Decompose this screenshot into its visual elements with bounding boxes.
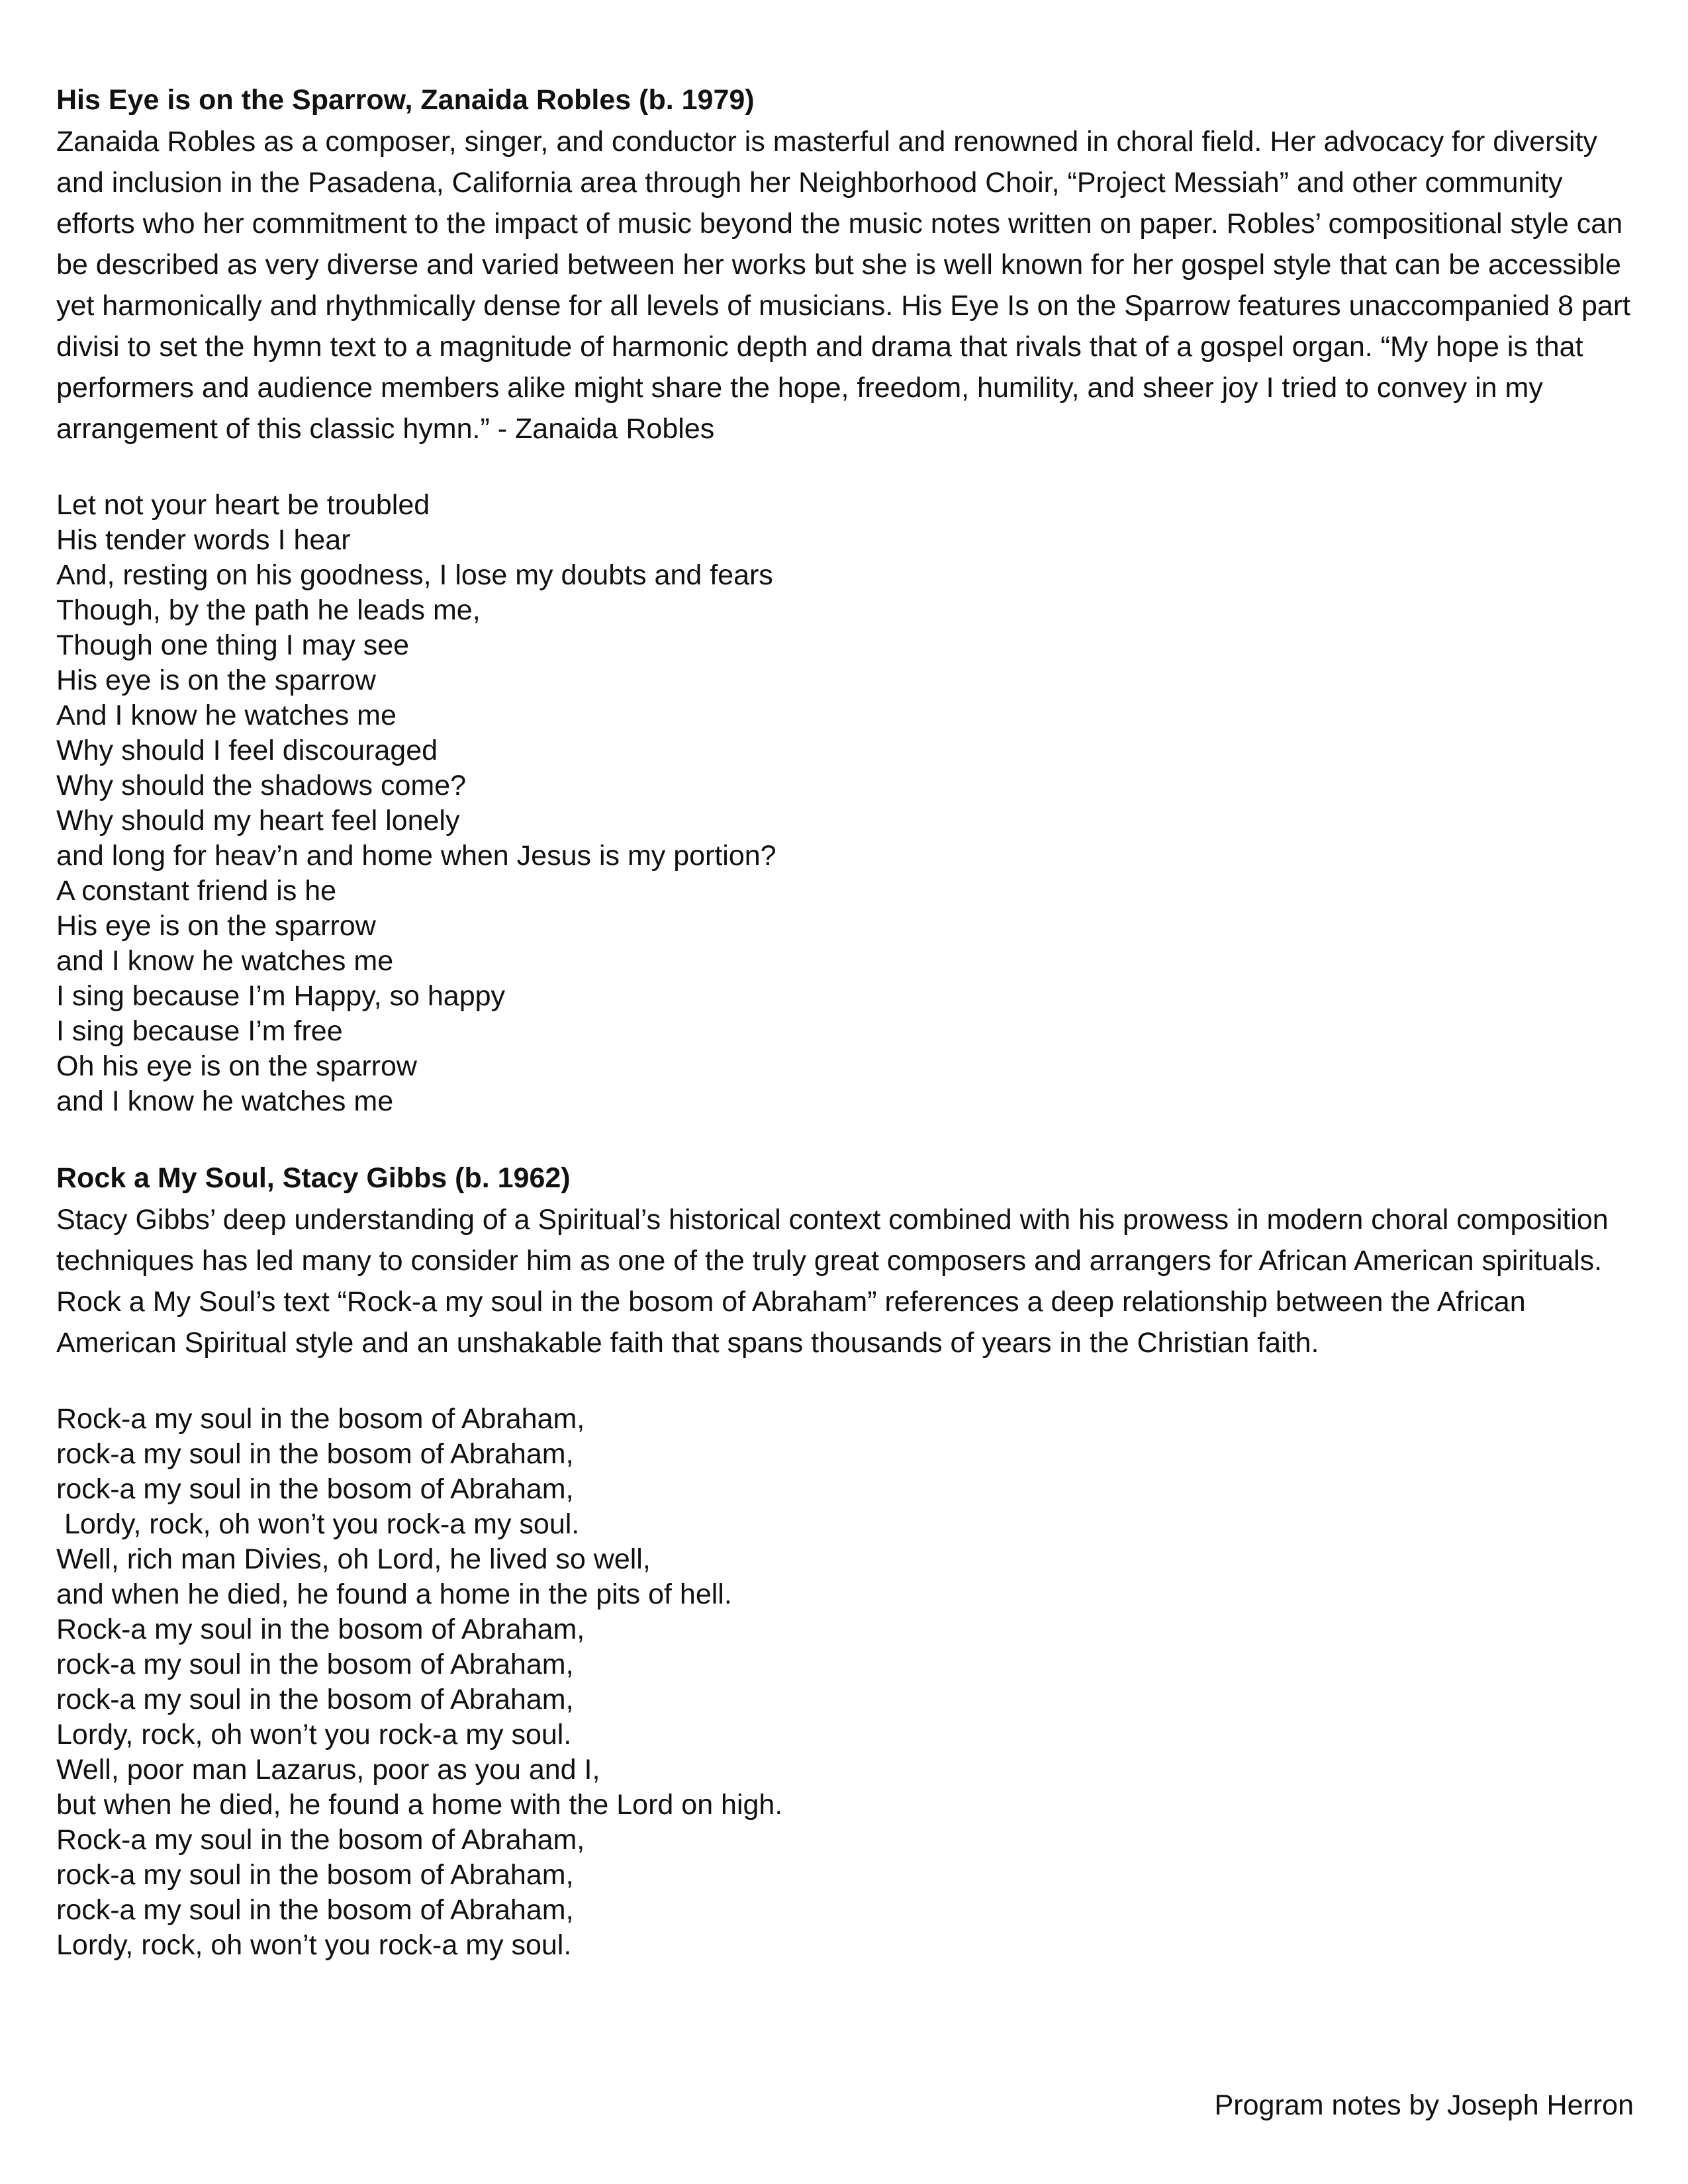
lyric-line: Lordy, rock, oh won’t you rock-a my soul. xyxy=(56,1929,572,1961)
lyric-line: Rock-a my soul in the bosom of Abraham, xyxy=(56,1403,585,1435)
lyric-line: rock-a my soul in the bosom of Abraham, xyxy=(56,1438,574,1470)
lyric-line: Though one thing I may see xyxy=(56,629,410,661)
lyric-line: rock-a my soul in the bosom of Abraham, xyxy=(56,1859,574,1891)
program-notes-credit: Program notes by Joseph Herron xyxy=(1214,2089,1634,2121)
lyric-line: and I know he watches me xyxy=(56,1085,394,1117)
section-description: Zanaida Robles as a composer, singer, and conductor is masterful and renowned in choral field. Her advocacy for diversity and inclusion in the Pasadena, California area through her Neighborhood Choir, “Project Messiah” and other community efforts who her commitment to the impact of music beyond the music notes written on paper. Robles’ compositional style can be described as very diverse and varied between her works but she is well known for her gospel style that can be accessible yet harmonically and rhythmically dense for all levels of musicians. His Eye Is on the Sparrow features unaccompanied 8 part divisi to set the hymn text to a magnitude of harmonic depth and drama that rivals that of a gospel organ. “My hope is that performers and audience members alike might share the hope, freedom, humility, and sheer joy I tried to convey in my arrangement of this classic hymn.” - Zanaida Robles xyxy=(56,126,1631,445)
lyric-line: rock-a my soul in the bosom of Abraham, xyxy=(56,1473,574,1505)
section-rock-a-my-soul xyxy=(56,1158,1632,1963)
lyric-line: Why should I feel discouraged xyxy=(56,735,438,766)
lyric-line: and when he died, he found a home in the pits of hell. xyxy=(56,1578,732,1610)
lyric-line: but when he died, he found a home with the Lord on high. xyxy=(56,1789,783,1821)
lyric-line: and long for heav’n and home when Jesus is my portion? xyxy=(56,840,776,872)
lyric-line: Though, by the path he leads me, xyxy=(56,594,481,626)
lyric-line: A constant friend is he xyxy=(56,875,337,907)
lyric-line: His eye is on the sparrow xyxy=(56,664,376,696)
lyric-line: Let not your heart be troubled xyxy=(56,489,430,521)
lyric-line: Oh his eye is on the sparrow xyxy=(56,1050,417,1082)
lyric-line: and I know he watches me xyxy=(56,945,394,977)
lyric-line: Lordy, rock, oh won’t you rock-a my soul. xyxy=(56,1719,572,1751)
lyric-line: And I know he watches me xyxy=(56,700,397,731)
lyric-line: Why should my heart feel lonely xyxy=(56,805,460,837)
lyric-line: Well, poor man Lazarus, poor as you and I, xyxy=(56,1754,600,1786)
lyric-line: Rock-a my soul in the bosom of Abraham, xyxy=(56,1614,585,1645)
section-description: Stacy Gibbs’ deep understanding of a Spiritual’s historical context combined with his prowess in modern choral composition techniques has led many to consider him as one of the truly great composers and arrangers for African American spirituals. Rock a My Soul’s text “Rock-a my soul in the bosom of Abraham” references a deep relationship between the African American Spiritual style and an unshakable faith that spans thousands of years in the Christian faith. xyxy=(56,1204,1609,1359)
lyric-line: His eye is on the sparrow xyxy=(56,910,376,942)
lyric-line: And, resting on his goodness, I lose my doubts and fears xyxy=(56,559,773,591)
lyrics-list xyxy=(56,488,1632,1119)
lyric-line: His tender words I hear xyxy=(56,524,351,556)
section-title: His Eye is on the Sparrow, Zanaida Robles (b. 1979) xyxy=(56,84,755,116)
section-title: Rock a My Soul, Stacy Gibbs (b. 1962) xyxy=(56,1162,571,1194)
program-notes-page xyxy=(56,79,1632,1963)
lyric-line: rock-a my soul in the bosom of Abraham, xyxy=(56,1684,574,1715)
lyric-line: I sing because I’m free xyxy=(56,1015,343,1047)
lyric-line: Well, rich man Divies, oh Lord, he lived so well, xyxy=(56,1543,651,1575)
lyrics-list xyxy=(56,1402,1632,1963)
lyric-line: rock-a my soul in the bosom of Abraham, xyxy=(56,1894,574,1926)
lyric-line: I sing because I’m Happy, so happy xyxy=(56,980,506,1012)
lyric-line: Lordy, rock, oh won’t you rock-a my soul. xyxy=(56,1508,580,1540)
lyric-line: Rock-a my soul in the bosom of Abraham, xyxy=(56,1824,585,1856)
lyric-line: Why should the shadows come? xyxy=(56,770,467,801)
section-his-eye-is-on-the-sparrow xyxy=(56,79,1632,1119)
lyric-line: rock-a my soul in the bosom of Abraham, xyxy=(56,1649,574,1680)
